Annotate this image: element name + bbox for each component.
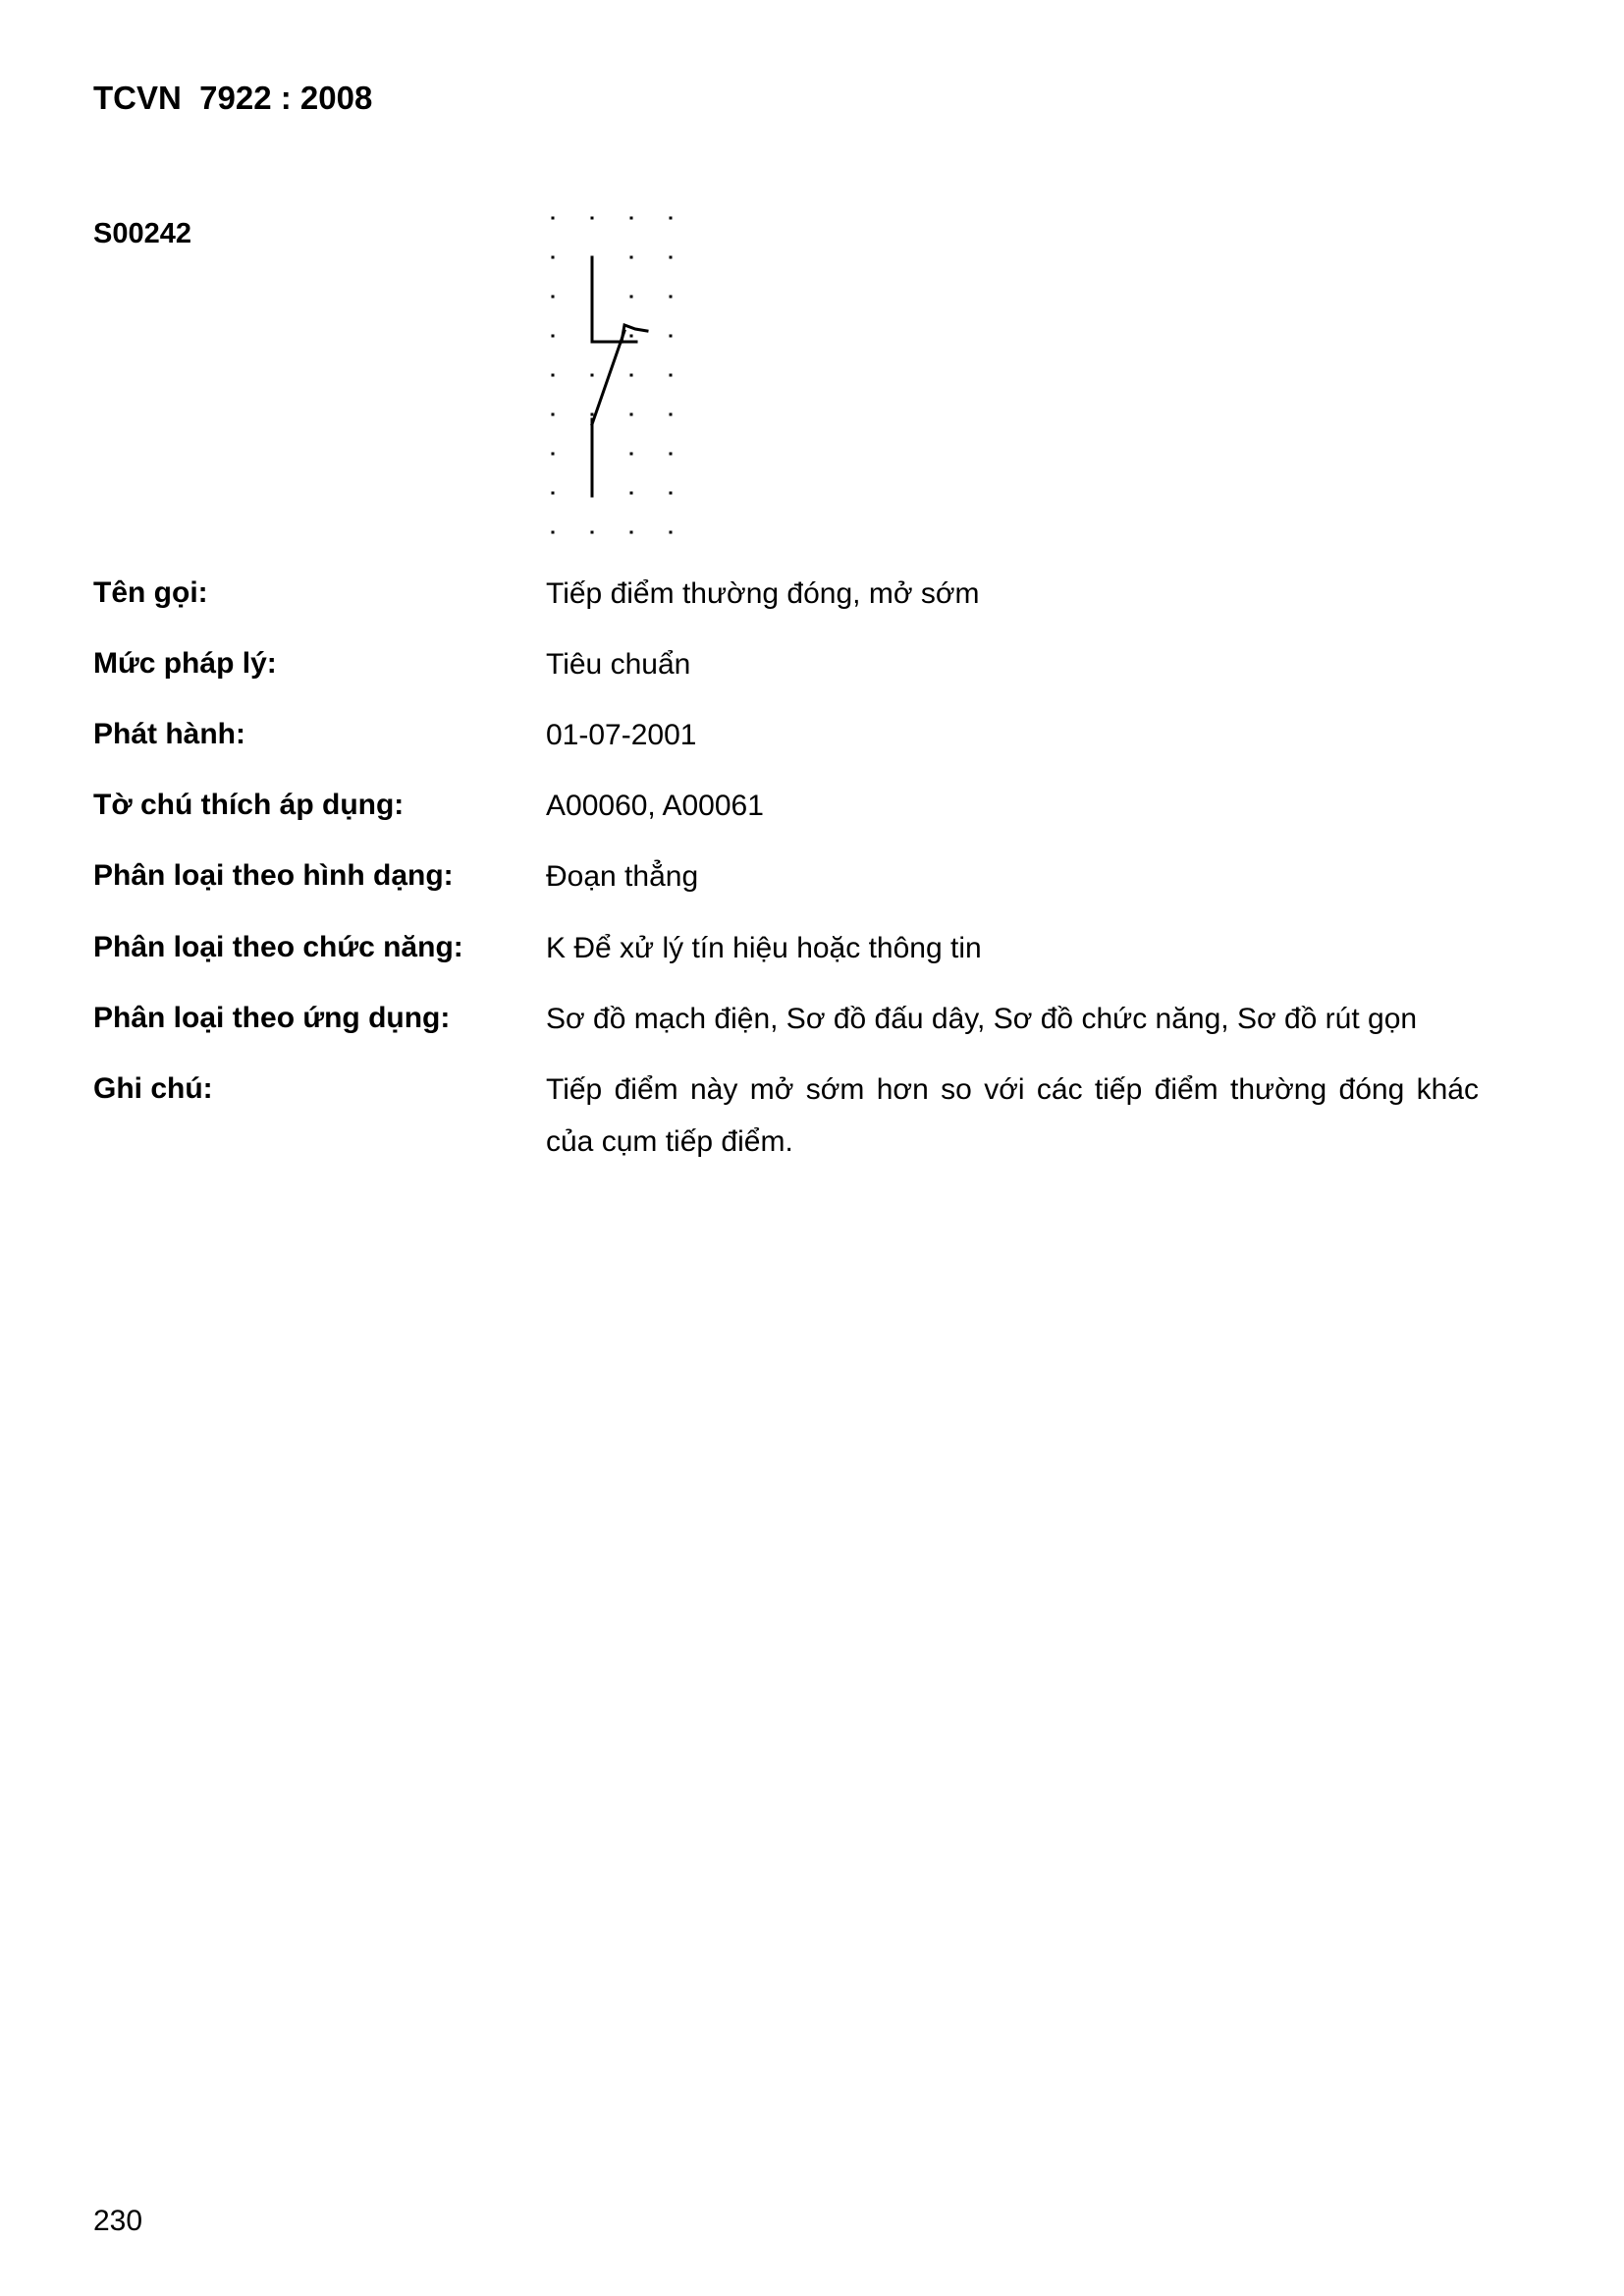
grid-dot <box>630 453 633 456</box>
property-value: Tiếp điểm thường đóng, mở sớm <box>546 577 980 610</box>
grid-dots <box>552 217 673 534</box>
grid-dot <box>630 531 633 534</box>
grid-dot <box>552 492 555 495</box>
grid-dot <box>670 256 673 259</box>
property-value: A00060, A00061 <box>546 790 764 822</box>
contact-lines <box>592 260 647 496</box>
property-label: Phát hành: <box>93 718 245 750</box>
property-value: Tiêu chuẩn <box>546 648 691 681</box>
grid-dot <box>630 374 633 377</box>
grid-dot <box>630 492 633 495</box>
page-number: 230 <box>93 2205 143 2237</box>
property-value: K Để xử lý tín hiệu hoặc thông tin <box>546 932 982 964</box>
grid-dot <box>630 335 633 338</box>
property-label: Phân loại theo hình dạng: <box>93 859 454 892</box>
grid-dot <box>552 296 555 299</box>
grid-dot <box>591 217 594 220</box>
symbol-code: S00242 <box>93 218 191 249</box>
grid-dot <box>552 256 555 259</box>
grid-dot <box>552 413 555 416</box>
property-label: Phân loại theo ứng dụng: <box>93 1002 451 1034</box>
property-value: Đoạn thẳng <box>546 860 699 893</box>
grid-dot <box>552 335 555 338</box>
normally-closed-early-opening-contact-symbol-icon <box>530 201 707 545</box>
property-value: 01-07-2001 <box>546 719 697 751</box>
grid-dot <box>630 256 633 259</box>
property-label: Ghi chú: <box>93 1072 213 1105</box>
grid-dot <box>670 531 673 534</box>
property-label: Tên gọi: <box>93 576 208 609</box>
grid-dot <box>670 492 673 495</box>
property-value: Sơ đồ mạch điện, Sơ đồ đấu dây, Sơ đồ chức năng, Sơ đồ rút gọn <box>546 1003 1418 1035</box>
property-label: Phân loại theo chức năng: <box>93 931 463 963</box>
grid-dot <box>552 217 555 220</box>
grid-dot <box>670 296 673 299</box>
grid-dot <box>591 413 594 416</box>
grid-dot <box>552 453 555 456</box>
grid-dot <box>670 413 673 416</box>
grid-dot <box>630 296 633 299</box>
property-value: Tiếp điểm này mở sớm hơn so với các tiếp điểm thường đóng khác của cụm tiếp điểm. <box>546 1073 1479 1158</box>
grid-dot <box>670 217 673 220</box>
grid-dot <box>630 217 633 220</box>
grid-dot <box>591 531 594 534</box>
property-label: Mức pháp lý: <box>93 647 277 680</box>
grid-dot <box>630 413 633 416</box>
grid-dot <box>670 453 673 456</box>
grid-dot <box>552 374 555 377</box>
grid-dot <box>670 335 673 338</box>
grid-dot <box>591 256 594 259</box>
grid-dot <box>591 374 594 377</box>
grid-dot <box>670 374 673 377</box>
document-header: TCVN 7922 : 2008 <box>93 80 373 116</box>
grid-dot <box>552 531 555 534</box>
property-label: Tờ chú thích áp dụng: <box>93 789 405 821</box>
